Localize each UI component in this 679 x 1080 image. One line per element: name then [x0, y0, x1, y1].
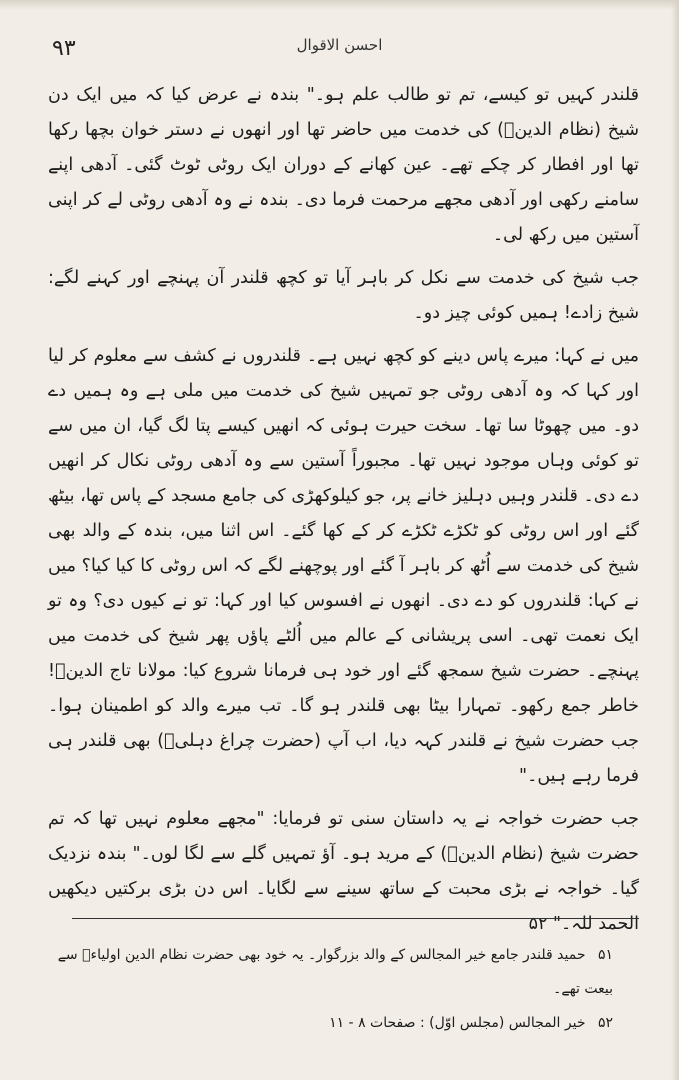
footnote-divider	[72, 918, 639, 919]
footnote-marker: ۵۱	[597, 947, 613, 963]
footnote-2	[48, 1006, 613, 1040]
footnote-text: حمید قلندر جامع خیر المجالس کے والد بزرگوار۔ یہ خود بھی حضرت نظام الدین اولیاءؒ سے بیعت تھے۔	[57, 947, 613, 997]
paragraph-2: جب شیخ کی خدمت سے نکل کر باہر آیا تو کچھ قلندر آن پہنچے اور کہنے لگے: شیخ زادے! ہمیں کوئی چیز دو۔	[48, 268, 639, 323]
footnote-1	[48, 938, 613, 1006]
footnote-text: خیر المجالس (مجلس اوّل) : صفحات ۸ - ۱۱	[329, 1015, 586, 1031]
paragraph-1: قلندر کہیں تو کیسے، تم تو طالب علم ہو۔" بندہ نے عرض کیا کہ میں ایک دن شیخ (نظام الدینؒ) کی خدمت میں حاضر تھا اور انھوں نے دستر خوان بچھا رکھا تھا اور افطار کر چکے تھے۔ عین کھانے کے دوران ایک روٹی ٹوٹ گئی۔ آدھی اپنے سامنے رکھی اور آدھی مجھے مرحمت فرما دی۔ بندہ نے وہ آدھی روٹی لے کر اپنی آستین میں رکھ لی۔	[48, 85, 639, 245]
footnote-marker: ۵۲	[597, 1015, 613, 1031]
running-title: احسن الاقوال	[296, 36, 383, 54]
paragraph-4: جب حضرت خواجہ نے یہ داستان سنی تو فرمایا: "مجھے معلوم نہیں تھا کہ تم حضرت شیخ (نظام الدینؒ) کے مرید ہو۔ آؤ تمہیں گلے سے لگا لوں۔" بندہ نزدیک گیا۔ خواجہ نے بڑی محبت کے ساتھ سینے سے لگایا۔ اس دن بڑی برکتیں دیکھیں الحمد للہ۔" ۵۲	[48, 809, 639, 934]
page-number: ۹۳	[52, 36, 76, 61]
footnotes	[48, 938, 613, 1040]
paragraph-3: میں نے کہا: میرے پاس دینے کو کچھ نہیں ہے۔ قلندروں نے کشف سے معلوم کر لیا اور کہا کہ وہ آدھی روٹی جو تمہیں شیخ کی خدمت میں ملی ہے وہ ہمیں دے دو۔ میں چھوٹا سا تھا۔ سخت حیرت ہوئی کہ انھیں کیسے پتا لگ گیا، ان میں سے تو کوئی وہاں موجود نہیں تھا۔ مجبوراً آستین سے وہ آدھی روٹی نکال کر انھیں دے دی۔ قلندر وہیں دہلیز خانے پر، جو کیلوکھڑی کی جامع مسجد کے پاس تھا، بیٹھ گئے اور اس روٹی کو ٹکڑے ٹکڑے کر کے کھا گئے۔ اس اثنا میں، بندہ کے والد بھی شیخ کی خدمت سے اُٹھ کر باہر آ گئے اور پوچھنے لگے کہ اس روٹی کا کیا کیا؟ میں نے کہا: قلندروں کو دے دی۔ انھوں نے افسوس کیا اور کہا: تو نے کیوں دی؟ وہ تو ایک نعمت تھی۔ اسی پریشانی کے عالم میں اُلٹے پاؤں پھر شیخ کی خدمت میں پہنچے۔ حضرت شیخ سمجھ گئے اور خود ہی فرمانا شروع کیا: مولانا تاج الدینؒ! خاطر جمع رکھو۔ تمہارا بیٹا بھی قلندر ہو گا۔ تب میرے والد کو اطمینان ہوا۔ جب حضرت شیخ نے قلندر کہہ دیا، اب آپ (حضرت چراغ دہلیؒ) بھی قلندر ہی فرما رہے ہیں۔"	[48, 346, 639, 786]
body-text	[48, 78, 639, 950]
